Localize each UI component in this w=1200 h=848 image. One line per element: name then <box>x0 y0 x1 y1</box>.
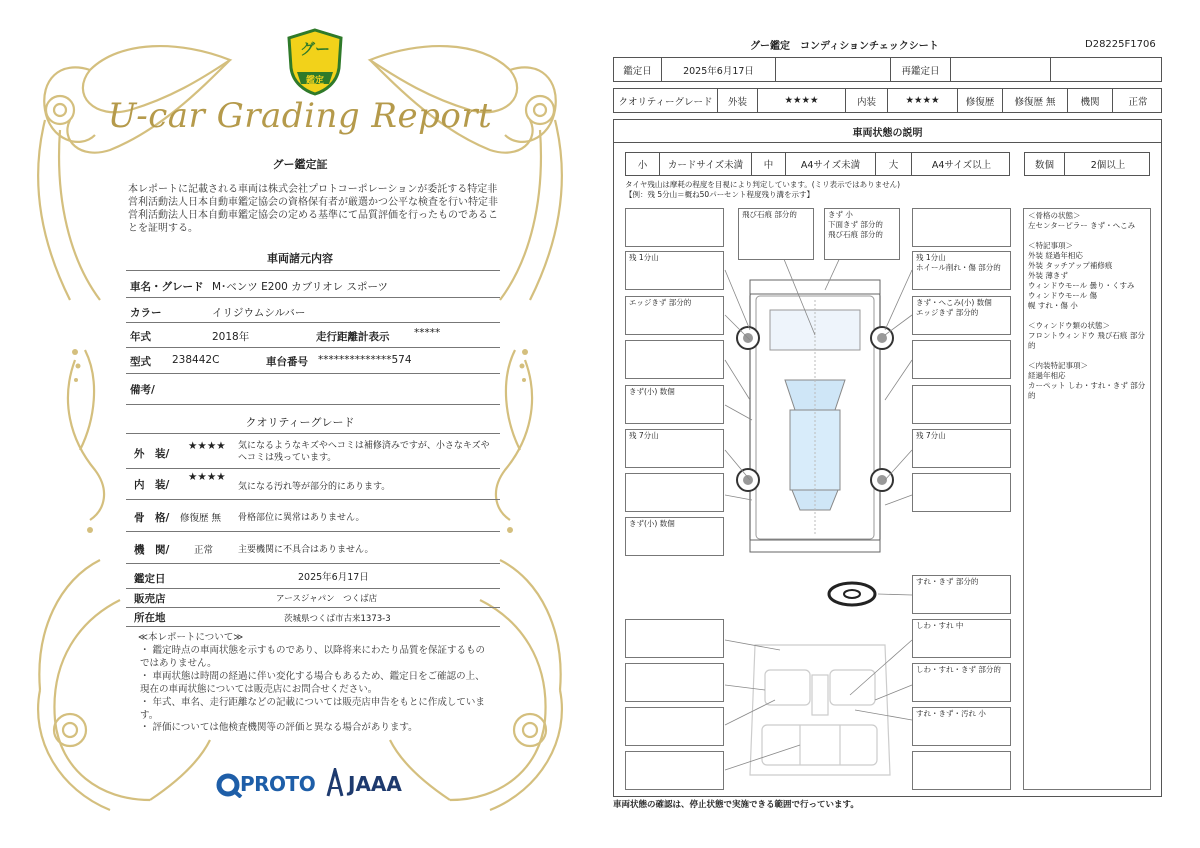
date-row: 鑑定日 2025年6月17日 再鑑定日 <box>613 57 1162 82</box>
callout-box <box>625 751 724 790</box>
proto-logo-icon <box>215 772 243 798</box>
badge-bottom-text: 鑑定 <box>305 76 324 86</box>
sheet-id: D28225F1706 <box>1085 39 1156 50</box>
specs-heading: 車両諸元内容 <box>267 252 333 265</box>
callout-box: 残 7分山 <box>912 429 1011 468</box>
quality-row-engine: 機 関/ 正常 主要機関に不具合はありません。 <box>126 532 500 564</box>
sheet-footer: 車両状態の確認は、停止状態で実施できる範囲で行っています。 <box>613 800 859 810</box>
special-notes-panel: ＜骨格の状態＞ 左センターピラー きず・へこみ ＜特記事項＞ 外装 経過年相応 外装 タッチアップ補修痕 外装 薄きず ウィンドウモール 曇り・くすみ ウィンドウモール 傷 幌 すれ・傷 小 ＜ウィンドウ類の状態＞ フロントウィンドウ 飛び石痕 部分的 ＜内装特記事項＞ 経過年相応 カーペット しわ・すれ・きず 部分的 <box>1023 208 1151 790</box>
size-legend: 小 カードサイズ未満 中 A4サイズ未満 大 A4サイズ以上 <box>625 152 1010 176</box>
jaaa-logo-text: JAAA <box>348 772 402 796</box>
grade-row: クオリティーグレード 外装 ★★★★ 内装 ★★★★ 修復歴 修復歴 無 機関 正常 <box>613 88 1162 113</box>
spec-row-name: 車名・グレード M･ベンツ E200 カブリオレ スポーツ <box>126 271 500 298</box>
callout-box <box>625 340 724 379</box>
callout-box: すれ・きず・汚れ 小 <box>912 707 1011 746</box>
callout-box: 残 1分山 ホイール削れ・傷 部分的 <box>912 251 1011 290</box>
note-item: ・ 車両状態は時間の経過に伴い変化する場合もあるため、鑑定日をご確認の上、現在の車両状態については販売店にお問合せください。 <box>140 671 485 695</box>
spec-row-remarks: 備考/ <box>126 374 500 405</box>
note-item: ・ 鑑定時点の車両状態を示すものであり、以降将来にわたり品質を保証するものではありません。 <box>140 645 486 669</box>
dealer-row: 販売店 アースジャパン つくば店 <box>126 589 500 608</box>
callout-box <box>912 208 1011 247</box>
appraisal-date-row: 鑑定日 2025年6月17日 <box>126 564 500 589</box>
quality-row-exterior: 外 装/ ★★★★ 気になるようなキズやヘコミは補修済みですが、小さなキズやヘコミは残っています。 <box>126 434 500 469</box>
callout-box <box>625 619 724 658</box>
callout-box: きず(小) 数個 <box>625 385 724 424</box>
note-item: ・ 年式、車名、走行距離などの記載については販売店申告をもとに作成しています。 <box>140 697 485 721</box>
tire-note: タイヤ残山は摩耗の程度を目視により判定しています。(ミリ表示ではありません) <box>625 180 901 189</box>
quality-heading: クオリティーグレード <box>245 416 355 429</box>
report-script-title: U-car Grading Report <box>107 96 493 136</box>
callout-box: きず(小) 数個 <box>625 517 724 556</box>
note-item: ・ 評価については他検査機関等の評価と異なる場合があります。 <box>140 722 418 733</box>
callout-box <box>625 707 724 746</box>
callout-box: きず・へこみ(小) 数個 エッジきず 部分的 <box>912 296 1011 335</box>
badge-top-text: グー <box>299 40 330 58</box>
callout-box <box>912 473 1011 512</box>
callout-box: しわ・すれ・きず 部分的 <box>912 663 1011 702</box>
quality-row-interior: 内 装/ ★★★★ 気になる汚れ等が部分的にあります。 <box>126 469 500 500</box>
callout-box <box>625 663 724 702</box>
callout-box: 残 1分山 <box>625 251 724 290</box>
sheet-title: グー鑑定 コンディションチェックシート <box>750 41 939 52</box>
condition-check-sheet <box>600 0 1200 848</box>
callout-box: エッジきず 部分的 <box>625 296 724 335</box>
address-row: 所在地 茨城県つくば市古来1373-3 <box>126 608 500 627</box>
callout-box: きず 小 下面きず 部分的 飛び石痕 部分的 <box>824 208 900 260</box>
callout-box: 残 7分山 <box>625 429 724 468</box>
condition-heading: 車両状態の説明 <box>613 119 1162 143</box>
tire-example: 【例：残 5分山＝概ね50パーセント程度残り溝を示す】 <box>625 190 815 199</box>
callout-box <box>625 473 724 512</box>
proto-logo-text: PROTO <box>240 772 316 796</box>
appraisal-date: 2025年6月17日 <box>662 58 776 81</box>
jaaa-logo-icon <box>325 768 345 798</box>
notes-heading: ≪本レポートについて≫ <box>138 632 244 643</box>
callout-box <box>912 340 1011 379</box>
count-legend: 数個 2個以上 <box>1024 152 1150 176</box>
callout-box <box>625 208 724 247</box>
certificate-heading: グー鑑定証 <box>272 158 328 171</box>
callout-box: しわ・すれ 中 <box>912 619 1011 658</box>
certificate-intro: 本レポートに記載される車両は株式会社プロトコーポレーションが委託する特定非営利活動法人日本自動車鑑定協会の資格保有者が厳選かつ公平な検査を行い特定非営利活動法人日本自動車鑑定協会の定める基準にて品質評価を行ったものであることを証明する。 <box>128 184 498 234</box>
callout-box: すれ・きず 部分的 <box>912 575 1011 614</box>
spec-row-color: カラー イリジウムシルバー <box>126 298 500 323</box>
spec-row-model: 型式 238442C 車台番号 **************574 <box>126 348 500 374</box>
spec-row-year: 年式 2018年 走行距離計表示 ***** <box>126 323 500 348</box>
callout-box <box>912 751 1011 790</box>
callout-box <box>912 385 1011 424</box>
quality-row-frame: 骨 格/ 修復歴 無 骨格部位に異常はありません。 <box>126 500 500 532</box>
callout-box: 飛び石痕 部分的 <box>738 208 814 260</box>
